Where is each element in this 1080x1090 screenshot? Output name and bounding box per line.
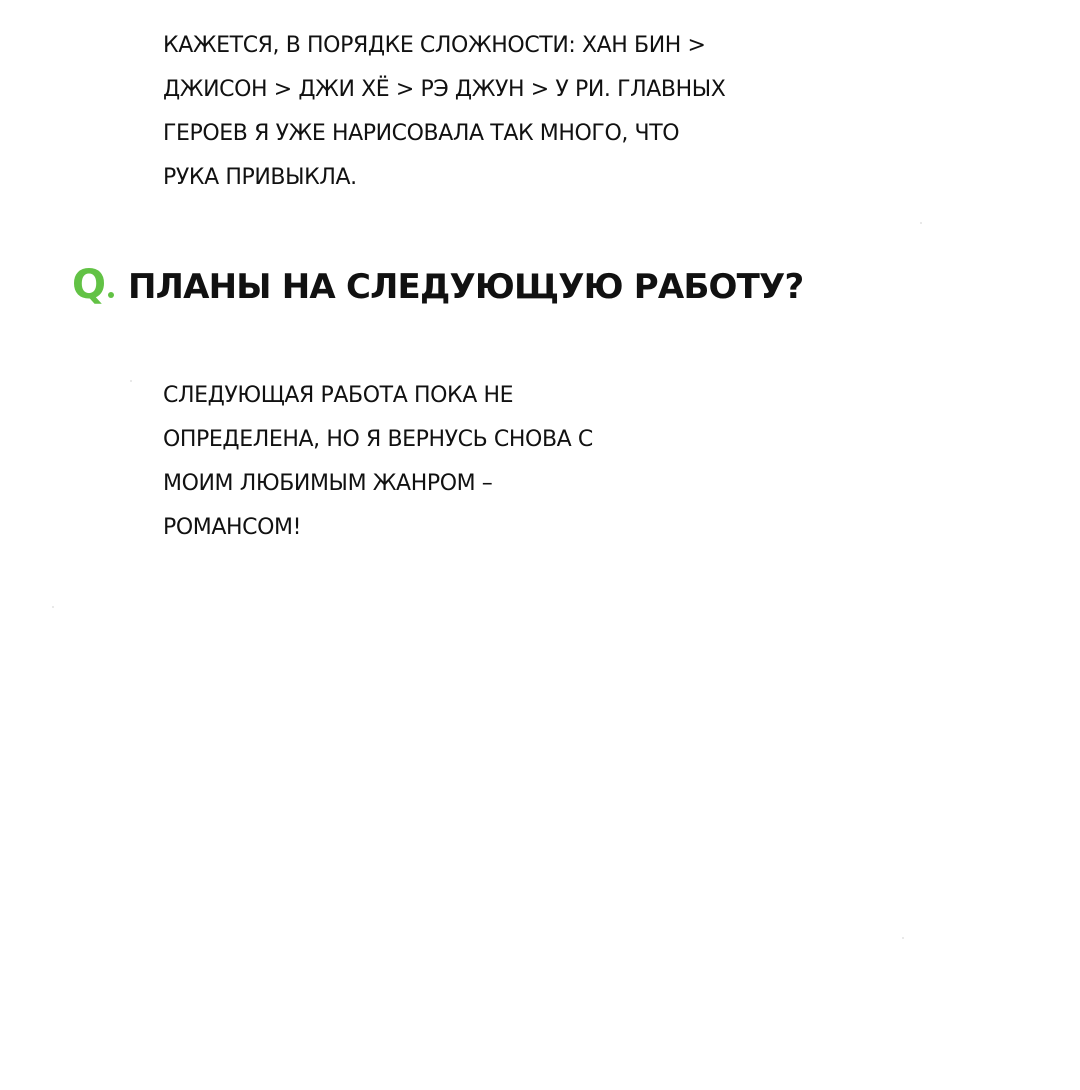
answer-line: ОПРЕДЕЛЕНА, НО Я ВЕРНУСЬ СНОВА С	[163, 427, 593, 452]
question-marker: Q	[72, 262, 106, 308]
paper-speck	[52, 606, 54, 608]
answer-line: КАЖЕТСЯ, В ПОРЯДКЕ СЛОЖНОСТИ: ХАН БИН >	[163, 33, 706, 58]
answer-block-1	[163, 24, 725, 200]
answer-line: СЛЕДУЮЩАЯ РАБОТА ПОКА НЕ	[163, 383, 514, 408]
answer-line: РОМАНСОМ!	[163, 515, 302, 540]
answer-line: ДЖИСОН > ДЖИ ХЁ > РЭ ДЖУН > У РИ. ГЛАВНЫХ	[163, 77, 726, 102]
paper-speck	[902, 937, 904, 939]
paper-speck	[920, 222, 922, 224]
question-text: ПЛАНЫ НА СЛЕДУЮЩУЮ РАБОТУ?	[128, 267, 804, 307]
answer-line: ГЕРОЕВ Я УЖЕ НАРИСОВАЛА ТАК МНОГО, ЧТО	[163, 121, 680, 146]
question-marker-dot	[108, 292, 114, 298]
question-heading	[72, 262, 803, 308]
paper-speck	[130, 380, 132, 382]
answer-line: МОИМ ЛЮБИМЫМ ЖАНРОМ –	[163, 471, 493, 496]
answer-line: РУКА ПРИВЫКЛА.	[163, 165, 357, 190]
answer-block-2	[163, 374, 593, 550]
